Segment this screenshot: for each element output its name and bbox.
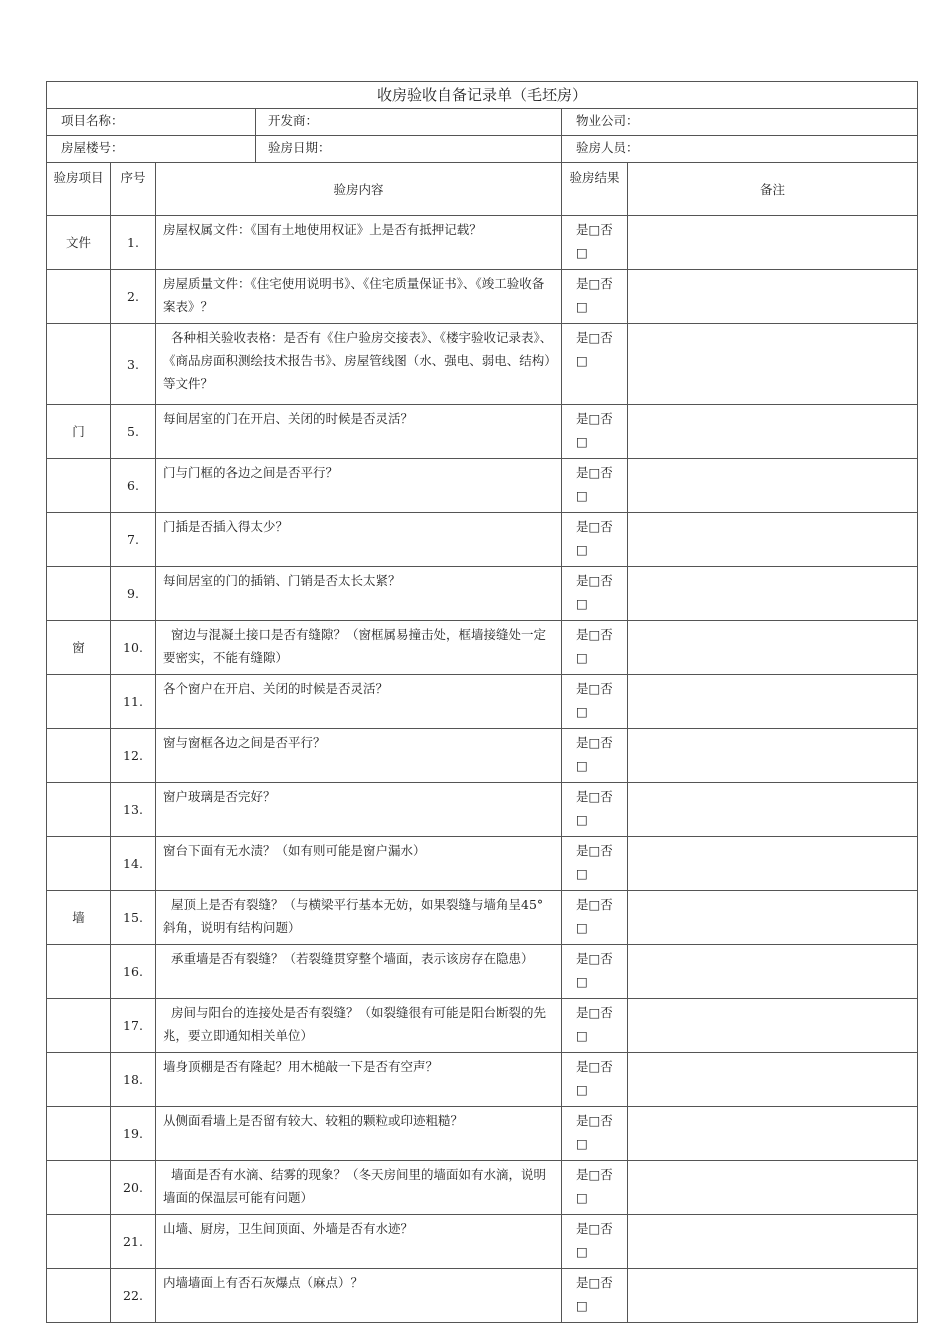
row-note[interactable] — [628, 270, 918, 324]
result-checkbox-mark: □ — [576, 812, 588, 827]
building-no-field: 房屋楼号： — [47, 136, 256, 163]
row-content: 门插是否插入得太少？ — [156, 513, 562, 567]
row-result-checkbox[interactable] — [562, 999, 628, 1053]
result-checkbox-mark: □ — [576, 1190, 588, 1205]
table-row — [47, 675, 918, 729]
row-category: 文件 — [47, 216, 111, 270]
result-yes-no-label: 是□否 — [576, 843, 613, 858]
row-seq: 6. — [111, 459, 156, 513]
result-checkbox-mark: □ — [576, 1136, 588, 1151]
result-checkbox-mark: □ — [576, 866, 588, 881]
result-yes-no-label: 是□否 — [576, 411, 613, 426]
inspect-date-field: 验房日期： — [256, 136, 562, 163]
table-row — [47, 1161, 918, 1215]
row-category: 门 — [47, 405, 111, 459]
row-seq: 15. — [111, 891, 156, 945]
row-note[interactable] — [628, 1107, 918, 1161]
developer-field: 开发商： — [256, 109, 562, 136]
result-yes-no-label: 是□否 — [576, 951, 613, 966]
result-checkbox-mark: □ — [576, 596, 588, 611]
result-yes-no-label: 是□否 — [576, 330, 613, 345]
row-seq: 22. — [111, 1269, 156, 1323]
result-checkbox-mark: □ — [576, 920, 588, 935]
table-row — [47, 513, 918, 567]
row-result-checkbox[interactable] — [562, 621, 628, 675]
row-content: 房屋权属文件：《国有土地使用权证》上是否有抵押记载？ — [156, 216, 562, 270]
row-note[interactable] — [628, 459, 918, 513]
table-row — [47, 729, 918, 783]
row-seq: 5. — [111, 405, 156, 459]
inspector-field: 验房人员： — [562, 136, 918, 163]
row-content: 房屋质量文件：《住宅使用说明书》、《住宅质量保证书》、《竣工验收备案表》？ — [156, 270, 562, 324]
row-result-checkbox[interactable] — [562, 324, 628, 405]
table-row — [47, 567, 918, 621]
row-content: 从侧面看墙上是否留有较大、较粗的颗粒或印迹粗糙？ — [156, 1107, 562, 1161]
row-seq: 17. — [111, 999, 156, 1053]
row-category — [47, 1107, 111, 1161]
table-row — [47, 1269, 918, 1323]
row-content: 各种相关验收表格：是否有《住户验房交接表》、《楼宇验收记录表》、《商品房面积测绘技术报告书》、房屋管线图（水、强电、弱电、结构）等文件？ — [156, 324, 562, 405]
row-seq: 9. — [111, 567, 156, 621]
header-category: 验房项目 — [47, 163, 111, 216]
row-seq: 2. — [111, 270, 156, 324]
row-content: 窗与窗框各边之间是否平行？ — [156, 729, 562, 783]
row-content: 房间与阳台的连接处是否有裂缝？（如裂缝很有可能是阳台断裂的先兆，要立即通知相关单位） — [156, 999, 562, 1053]
row-note[interactable] — [628, 675, 918, 729]
row-category — [47, 567, 111, 621]
row-seq: 7. — [111, 513, 156, 567]
result-yes-no-label: 是□否 — [576, 897, 613, 912]
row-result-checkbox[interactable] — [562, 567, 628, 621]
row-result-checkbox[interactable] — [562, 729, 628, 783]
header-seq: 序号 — [111, 163, 156, 216]
table-row — [47, 891, 918, 945]
row-note[interactable] — [628, 1215, 918, 1269]
row-category — [47, 783, 111, 837]
row-result-checkbox[interactable] — [562, 891, 628, 945]
row-category: 窗 — [47, 621, 111, 675]
result-checkbox-mark: □ — [576, 353, 588, 368]
row-note[interactable] — [628, 891, 918, 945]
row-seq: 18. — [111, 1053, 156, 1107]
table-row — [47, 783, 918, 837]
table-row — [47, 1215, 918, 1269]
row-content: 承重墙是否有裂缝？（若裂缝贯穿整个墙面，表示该房存在隐患） — [156, 945, 562, 999]
result-yes-no-label: 是□否 — [576, 1275, 613, 1290]
header-content: 验房内容 — [156, 163, 562, 216]
row-note[interactable] — [628, 567, 918, 621]
row-content: 墙面是否有水滴、结雾的现象？（冬天房间里的墙面如有水滴，说明墙面的保温层可能有问题） — [156, 1161, 562, 1215]
row-category: 墙 — [47, 891, 111, 945]
header-result: 验房结果 — [562, 163, 628, 216]
row-seq: 20. — [111, 1161, 156, 1215]
result-checkbox-mark: □ — [576, 1028, 588, 1043]
table-row — [47, 270, 918, 324]
row-seq: 3. — [111, 324, 156, 405]
row-category — [47, 324, 111, 405]
result-yes-no-label: 是□否 — [576, 627, 613, 642]
result-yes-no-label: 是□否 — [576, 222, 613, 237]
row-note[interactable] — [628, 945, 918, 999]
row-result-checkbox[interactable] — [562, 1107, 628, 1161]
row-content: 门与门框的各边之间是否平行？ — [156, 459, 562, 513]
result-yes-no-label: 是□否 — [576, 1113, 613, 1128]
row-note[interactable] — [628, 405, 918, 459]
result-yes-no-label: 是□否 — [576, 681, 613, 696]
row-category — [47, 270, 111, 324]
result-yes-no-label: 是□否 — [576, 276, 613, 291]
row-category — [47, 1161, 111, 1215]
row-category — [47, 1053, 111, 1107]
row-note[interactable] — [628, 1161, 918, 1215]
row-result-checkbox[interactable] — [562, 1215, 628, 1269]
result-checkbox-mark: □ — [576, 1082, 588, 1097]
row-category — [47, 999, 111, 1053]
row-content: 窗台下面有无水渍？（如有则可能是窗户漏水） — [156, 837, 562, 891]
row-seq: 19. — [111, 1107, 156, 1161]
table-row — [47, 621, 918, 675]
result-yes-no-label: 是□否 — [576, 1059, 613, 1074]
row-category — [47, 729, 111, 783]
row-seq: 12. — [111, 729, 156, 783]
row-content: 窗户玻璃是否完好？ — [156, 783, 562, 837]
row-category — [47, 1269, 111, 1323]
row-seq: 16. — [111, 945, 156, 999]
row-category — [47, 675, 111, 729]
row-note[interactable] — [628, 1269, 918, 1323]
row-note[interactable] — [628, 216, 918, 270]
result-yes-no-label: 是□否 — [576, 519, 613, 534]
result-checkbox-mark: □ — [576, 650, 588, 665]
row-seq: 21. — [111, 1215, 156, 1269]
result-checkbox-mark: □ — [576, 245, 588, 260]
form-title: 收房验收自备记录单（毛坯房） — [47, 82, 918, 109]
row-category — [47, 945, 111, 999]
row-result-checkbox[interactable] — [562, 270, 628, 324]
row-seq: 14. — [111, 837, 156, 891]
table-row — [47, 1107, 918, 1161]
row-content: 各个窗户在开启、关闭的时候是否灵活？ — [156, 675, 562, 729]
row-note[interactable] — [628, 783, 918, 837]
table-row — [47, 945, 918, 999]
row-note[interactable] — [628, 729, 918, 783]
inspection-form-table — [46, 81, 918, 1323]
row-category — [47, 513, 111, 567]
table-row — [47, 999, 918, 1053]
row-result-checkbox[interactable] — [562, 837, 628, 891]
result-checkbox-mark: □ — [576, 488, 588, 503]
result-checkbox-mark: □ — [576, 758, 588, 773]
row-result-checkbox[interactable] — [562, 216, 628, 270]
row-content: 每间居室的门在开启、关闭的时候是否灵活？ — [156, 405, 562, 459]
table-row — [47, 459, 918, 513]
result-checkbox-mark: □ — [576, 542, 588, 557]
row-content: 每间居室的门的插销、门销是否太长太紧？ — [156, 567, 562, 621]
table-row — [47, 837, 918, 891]
property-company-field: 物业公司： — [562, 109, 918, 136]
result-checkbox-mark: □ — [576, 974, 588, 989]
row-content: 窗边与混凝土接口是否有缝隙？（窗框属易撞击处，框墙接缝处一定要密实，不能有缝隙） — [156, 621, 562, 675]
row-category — [47, 837, 111, 891]
result-yes-no-label: 是□否 — [576, 789, 613, 804]
row-seq: 1. — [111, 216, 156, 270]
row-content: 内墙墙面上有否石灰爆点（麻点）？ — [156, 1269, 562, 1323]
row-result-checkbox[interactable] — [562, 459, 628, 513]
row-result-checkbox[interactable] — [562, 783, 628, 837]
row-seq: 11. — [111, 675, 156, 729]
result-yes-no-label: 是□否 — [576, 735, 613, 750]
row-category — [47, 459, 111, 513]
result-yes-no-label: 是□否 — [576, 1221, 613, 1236]
row-note[interactable] — [628, 837, 918, 891]
row-result-checkbox[interactable] — [562, 945, 628, 999]
table-row — [47, 1053, 918, 1107]
header-note: 备注 — [628, 163, 918, 216]
result-yes-no-label: 是□否 — [576, 1167, 613, 1182]
row-result-checkbox[interactable] — [562, 1269, 628, 1323]
row-seq: 13. — [111, 783, 156, 837]
table-row — [47, 216, 918, 270]
row-note[interactable] — [628, 999, 918, 1053]
row-result-checkbox[interactable] — [562, 513, 628, 567]
row-content: 墙身顶棚是否有隆起？用木槌敲一下是否有空声？ — [156, 1053, 562, 1107]
result-checkbox-mark: □ — [576, 704, 588, 719]
result-checkbox-mark: □ — [576, 1244, 588, 1259]
result-yes-no-label: 是□否 — [576, 465, 613, 480]
row-content: 山墙、厨房，卫生间顶面、外墙是否有水迹？ — [156, 1215, 562, 1269]
row-note[interactable] — [628, 621, 918, 675]
row-result-checkbox[interactable] — [562, 1161, 628, 1215]
row-note[interactable] — [628, 324, 918, 405]
table-row — [47, 405, 918, 459]
row-note[interactable] — [628, 513, 918, 567]
row-note[interactable] — [628, 1053, 918, 1107]
result-yes-no-label: 是□否 — [576, 573, 613, 588]
result-checkbox-mark: □ — [576, 299, 588, 314]
row-category — [47, 1215, 111, 1269]
project-name-field: 项目名称： — [47, 109, 256, 136]
row-result-checkbox[interactable] — [562, 675, 628, 729]
result-yes-no-label: 是□否 — [576, 1005, 613, 1020]
row-result-checkbox[interactable] — [562, 1053, 628, 1107]
row-seq: 10. — [111, 621, 156, 675]
result-checkbox-mark: □ — [576, 434, 588, 449]
result-checkbox-mark: □ — [576, 1298, 588, 1313]
table-row — [47, 324, 918, 405]
row-result-checkbox[interactable] — [562, 405, 628, 459]
row-content: 屋顶上是否有裂缝？（与横梁平行基本无妨，如果裂缝与墙角呈45°斜角，说明有结构问题） — [156, 891, 562, 945]
